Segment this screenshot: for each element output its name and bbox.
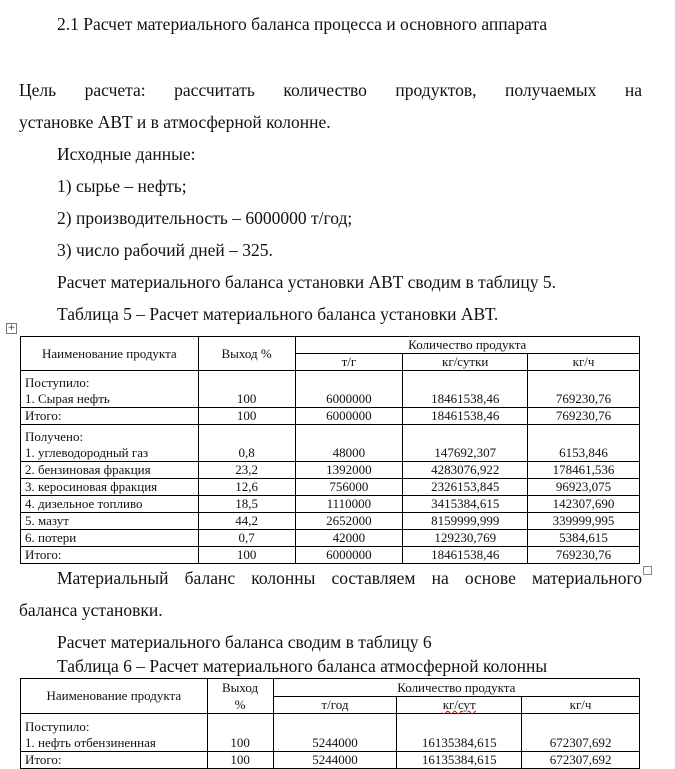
- t6-cell: Итого:: [21, 752, 208, 769]
- table5: [20, 336, 640, 564]
- t5-cell: 1. Сырая нефть: [25, 391, 110, 406]
- t6-header-qty: Количество продукта: [273, 679, 639, 697]
- table-row: [21, 462, 640, 479]
- initial-item-2: 2) производительность – 6000000 т/год;: [57, 208, 353, 228]
- t5-header-yield: Выход %: [198, 337, 295, 371]
- t5-cell: 6000000: [295, 547, 403, 564]
- t5-cell: 18461538,46: [403, 547, 528, 564]
- table-row: [21, 496, 640, 513]
- t6-header-kgday: кг/сут: [442, 697, 476, 712]
- t5-cell: 5384,615: [528, 530, 640, 547]
- t5-cell: 3. керосиновая фракция: [21, 479, 199, 496]
- t6-cell: 16135384,615: [397, 752, 522, 769]
- t5-cell: 42000: [295, 530, 403, 547]
- t5-cell: 18,5: [198, 496, 295, 513]
- table-resize-handle[interactable]: [643, 566, 652, 575]
- t5-cell: 100: [198, 408, 295, 425]
- t6-header-name: Наименование продукта: [21, 679, 208, 714]
- t5-cell: 756000: [295, 479, 403, 496]
- t5-in-title: Поступило:: [25, 375, 90, 390]
- table-row: [21, 479, 640, 496]
- table6: [20, 678, 640, 769]
- t5-cell: 23,2: [198, 462, 295, 479]
- t5-cell: 6. потери: [21, 530, 199, 547]
- table5-caption: Таблица 5 – Расчет материального баланса установки АВТ.: [57, 304, 499, 324]
- t5-cell: 769230,76: [528, 371, 640, 408]
- t5-header-kgday: кг/сутки: [403, 354, 528, 371]
- t5-cell: 4. дизельное топливо: [21, 496, 199, 513]
- t5-cell: Итого:: [21, 547, 199, 564]
- t5-cell: 147692,307: [403, 425, 528, 462]
- t6-header-yield: Выход %: [207, 679, 273, 714]
- t5-cell: Итого:: [21, 408, 199, 425]
- t5-cell: 8159999,999: [403, 513, 528, 530]
- t5-cell: 100: [198, 547, 295, 564]
- t5-cell: 6153,846: [528, 425, 640, 462]
- initial-item-3: 3) число рабочий дней – 325.: [57, 240, 273, 260]
- t6-cell: 1. нефть отбензиненная: [25, 735, 156, 750]
- t5-cell: 2. бензиновая фракция: [21, 462, 199, 479]
- t6-header-kgh: кг/ч: [522, 696, 640, 714]
- t6-cell: 5244000: [273, 714, 397, 752]
- t5-cell: 3415384,615: [403, 496, 528, 513]
- t6-cell: 100: [207, 752, 273, 769]
- table-row: [21, 425, 640, 462]
- t6-in-title: Поступило:: [25, 719, 90, 734]
- t5-cell: 1. углеводородный газ: [25, 445, 149, 460]
- after-t5-line-2: баланса установки.: [19, 600, 163, 620]
- initial-item-1: 1) сырье – нефть;: [57, 176, 187, 196]
- t5-cell: 0,7: [198, 530, 295, 547]
- table6-intro: Расчет материального баланса сводим в таблицу 6: [57, 632, 432, 652]
- t5-cell: 769230,76: [528, 408, 640, 425]
- table-row: [21, 547, 640, 564]
- t5-cell: 339999,995: [528, 513, 640, 530]
- t6-header-tyear: т/год: [273, 696, 397, 714]
- t5-cell: 6000000: [295, 408, 403, 425]
- t5-cell: 1110000: [295, 496, 403, 513]
- t5-cell: 96923,075: [528, 479, 640, 496]
- t5-cell: 5. мазут: [21, 513, 199, 530]
- t5-cell: 769230,76: [528, 547, 640, 564]
- section-heading: 2.1 Расчет материального баланса процесса и основного аппарата: [57, 14, 548, 34]
- table5-intro: Расчет материального баланса установки АВТ сводим в таблицу 5.: [57, 272, 556, 292]
- table-row: [21, 408, 640, 425]
- t5-cell: 178461,536: [528, 462, 640, 479]
- t5-cell: 100: [198, 371, 295, 408]
- t5-header-tg: т/г: [295, 354, 403, 371]
- t5-cell: 129230,769: [403, 530, 528, 547]
- table-row: [21, 714, 640, 752]
- t5-header-name: Наименование продукта: [21, 337, 199, 371]
- t5-cell: 1392000: [295, 462, 403, 479]
- t5-cell: 48000: [295, 425, 403, 462]
- table-move-handle-icon[interactable]: +: [7, 323, 16, 333]
- t5-cell: 142307,690: [528, 496, 640, 513]
- t5-cell: 2652000: [295, 513, 403, 530]
- t5-cell: 0,8: [198, 425, 295, 462]
- initial-data-title: Исходные данные:: [57, 144, 196, 164]
- t6-cell: 672307,692: [522, 714, 640, 752]
- t5-cell: 4283076,922: [403, 462, 528, 479]
- table-row: [21, 513, 640, 530]
- table6-caption: Таблица 6 – Расчет материального баланса атмосферной колонны: [57, 656, 548, 676]
- table-row: [21, 371, 640, 408]
- t5-cell: 2326153,845: [403, 479, 528, 496]
- t5-cell: 18461538,46: [403, 408, 528, 425]
- t5-cell: 6000000: [295, 371, 403, 408]
- t6-cell: 672307,692: [522, 752, 640, 769]
- t5-header-qty: Количество продукта: [295, 337, 640, 354]
- t5-cell: 18461538,46: [403, 371, 528, 408]
- goal-line-1: Цель расчета: рассчитать количество продуктов, получаемых на: [19, 80, 642, 100]
- t5-out-title: Получено:: [25, 429, 84, 444]
- t5-cell: 12,6: [198, 479, 295, 496]
- t6-cell: 100: [207, 714, 273, 752]
- after-t5-line-1: Материальный баланс колонны составляем на основе материального: [57, 568, 642, 588]
- t6-cell: 5244000: [273, 752, 397, 769]
- table-row: [21, 752, 640, 769]
- table-row: [21, 530, 640, 547]
- t5-cell: 44,2: [198, 513, 295, 530]
- t5-header-kgh: кг/ч: [528, 354, 640, 371]
- t6-cell: 16135384,615: [397, 714, 522, 752]
- goal-line-2: установке АВТ и в атмосферной колонне.: [19, 112, 331, 132]
